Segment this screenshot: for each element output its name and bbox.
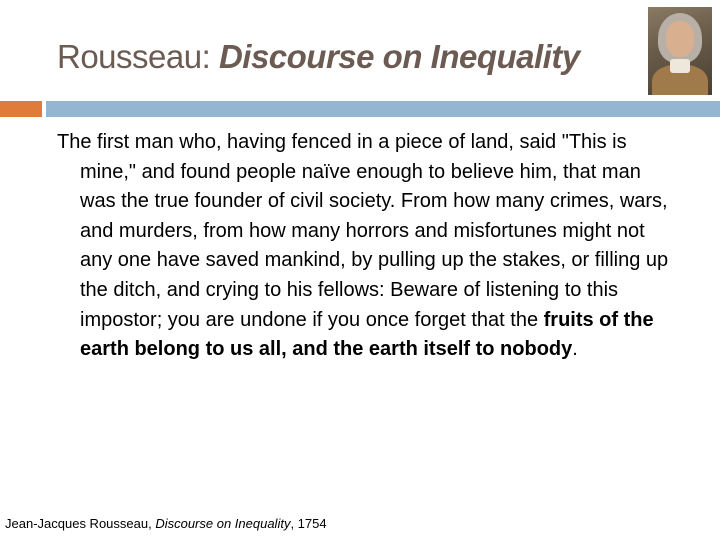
- citation-author: Jean-Jacques Rousseau,: [5, 516, 156, 531]
- title-prefix: Rousseau:: [57, 38, 219, 75]
- quote-text: The first man who, having fenced in a piece of land, said "This is mine," and found people naïve enough to believe him, that man was the true founder of civil society. From how many crimes, wars, and murders, from how many horrors and misfortunes might not any one have saved mankind, by pulling up the stakes, or filling up the ditch, and crying to his fellows: Beware of listening to this impostor; you are undone if you once forget that the: [57, 131, 669, 331]
- citation-year: , 1754: [290, 516, 327, 531]
- quote-end: .: [572, 338, 578, 361]
- quote-bullet: [57, 128, 677, 365]
- citation: [5, 516, 327, 531]
- accent-bar-blue: [46, 101, 720, 117]
- quote-bold: fruits of the earth belong to us all, and the earth itself to nobody: [80, 308, 654, 361]
- rousseau-portrait: [648, 7, 712, 95]
- title-emphasis: Discourse on Inequality: [218, 38, 580, 75]
- slide-title: [57, 38, 580, 76]
- accent-bar-orange: [0, 101, 42, 117]
- citation-work: Discourse on Inequality: [155, 516, 291, 531]
